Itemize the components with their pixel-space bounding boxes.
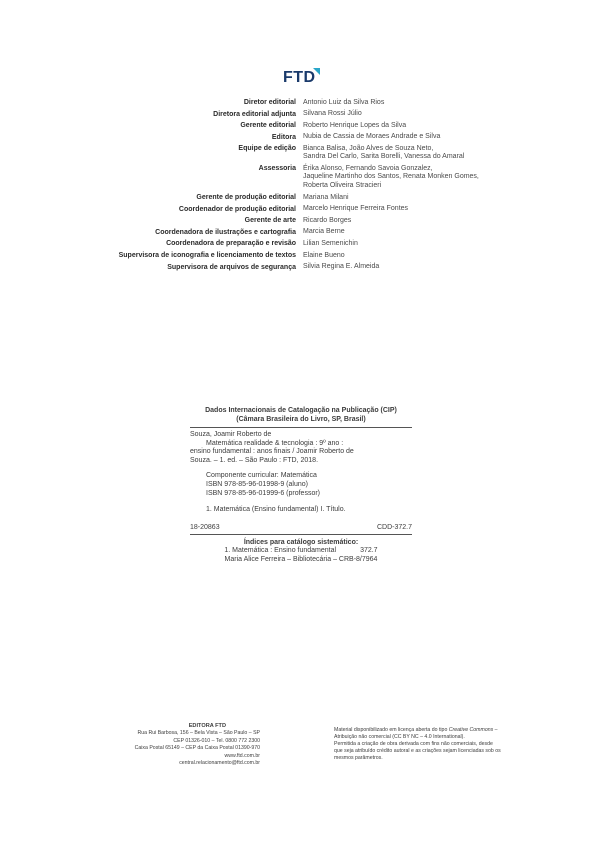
license-line-5: mesmos parâmetros. [334,755,383,762]
credit-name-line: Marcia Berne [303,228,345,236]
cip-index-title: Índices para catálogo sistemático: [243,539,359,547]
credit-name-line: Sandra Del Carlo, Sarita Borelli, Vanessa do Amaral [303,153,465,161]
cip-code-left: 18-20863 [190,523,220,531]
cip-code-right: CDD-372.7 [376,523,412,531]
credit-role: Supervisora de arquivos de segurança [167,263,296,271]
publisher-email: central.relacionamento@ftd.com.br [179,760,260,767]
publisher-po-box: Caixa Postal 65149 – CEP da Caixa Postal 01390-970 [134,745,260,752]
credit-role: Supervisora de iconografia e licenciamento de textos [118,252,296,260]
credit-row [0,97,602,108]
publisher-info [90,723,260,767]
credit-name-line: Érika Alonso, Fernando Savoia Gonzalez, [303,164,433,172]
credit-role: Gerente de produção editorial [196,194,296,202]
license-line-1 [334,727,554,734]
ftd-logo: FTD [283,69,316,86]
credit-names [303,192,533,202]
editorial-credits [0,97,602,273]
license-line-4: que seja atribuído crédito autoral e as criações sejam licenciadas sob os [334,748,501,755]
cip-index-entry-value: 372.7 [360,547,378,555]
cip-component-line-2: ISBN 978-85-96-01998-9 (aluno) [206,480,308,488]
ftd-logo-accent-icon [313,68,320,75]
publisher-website: www.ftd.com.br [224,752,260,759]
publisher-name: EDITORA FTD [188,723,226,729]
credit-row [0,163,602,191]
credit-name-line: Mariana Milani [303,193,349,201]
cip-cont-line-2: Souza. – 1. ed. – São Paulo : FTD, 2018. [190,456,319,464]
cip-body [190,428,412,532]
credit-names [303,120,533,130]
cip-index-entry [190,547,412,556]
cip-codes [190,524,412,533]
license-line-1-italic: Creative Commons [448,727,494,733]
credit-names [303,262,533,272]
cip-author: Souza, Joamir Roberto de [190,431,272,438]
credit-role: Assessoria [258,165,296,173]
cip-title-line: Matemática realidade & tecnologia : 9º ano : [206,439,344,447]
cip-component-line-3: ISBN 978-85-96-01999-6 (professor) [206,489,321,497]
credit-names [303,97,533,107]
publisher-cep-phone: CEP 01326-010 – Tel. 0800 772 2300 [173,737,260,744]
credit-row [0,204,602,215]
cip-component-block [190,472,412,498]
credit-role: Editora [271,133,296,141]
credit-role: Coordenador de produção editorial [178,205,296,213]
credit-row [0,192,602,203]
credit-names [303,132,533,142]
cip-subject: 1. Matemática (Ensino fundamental) I. Título. [206,506,346,514]
credit-role: Coordenadora de preparação e revisão [166,240,296,248]
cip-header [190,406,412,424]
credit-names [303,163,533,190]
credit-name-line: Bianca Balisa, João Alves de Souza Neto, [303,144,434,152]
credit-names [303,215,533,225]
credit-name-line: Jaqueline Martinho dos Santos, Renata Monken Gomes, [303,173,479,181]
license-line-1-prefix: Material disponibilizado em licença aberta do tipo [334,727,449,733]
credit-name-line: Marcelo Henrique Ferreira Fontes [303,205,409,213]
credit-names [303,227,533,237]
cip-divider-bottom [190,534,412,535]
credit-names [303,204,533,214]
cip-component-line-1: Componente curricular: Matemática [206,472,317,480]
credit-row [0,250,602,261]
cip-catalog-card [190,406,412,565]
credit-role: Gerente de arte [244,217,296,225]
credit-names [303,143,533,162]
license-notice [334,727,554,762]
credit-names [303,250,533,260]
credit-row [0,238,602,249]
credit-names [303,238,533,248]
credit-role: Coordenadora de ilustrações e cartografia [155,228,296,236]
credit-row [0,143,602,163]
credit-name-line: Lilian Semenichin [303,239,358,247]
cip-index-entry-text: 1. Matemática : Ensino fundamental [224,547,337,555]
credit-row [0,262,602,273]
credit-row [0,227,602,238]
credit-row [0,215,602,226]
credit-role: Diretor editorial [243,99,296,106]
credit-role: Gerente editorial [240,122,296,130]
credit-name-line: Elaine Bueno [303,251,345,259]
cip-librarian: Maria Alice Ferreira – Bibliotecária – CRB-8/7964 [224,555,378,563]
credit-names [303,109,533,119]
credit-name-line: Roberto Henrique Lopes da Silva [303,121,407,129]
cip-header-line2: (Câmara Brasileira do Livro, SP, Brasil) [236,416,366,423]
credit-name-line: Silvana Rossi Júlio [303,110,362,118]
credit-name-line: Antonio Luiz da Silva Rios [303,98,385,106]
credit-row [0,132,602,143]
license-line-3: Permitida a criação de obra derivada com fins não comerciais, desde [334,741,493,748]
credit-role: Equipe de edição [238,145,296,153]
cip-header-line1: Dados Internacionais de Catalogação na Publicação (CIP) [205,407,397,414]
license-line-2: Atribuição não comercial (CC BY NC – 4.0 International). [334,734,465,741]
publisher-address: Rua Rui Barbosa, 156 – Bela Vista – São Paulo – SP [137,730,260,737]
credit-name-line: Ricardo Borges [303,216,352,224]
credit-name-line: Silvia Regina E. Almeida [303,263,380,271]
credit-row [0,120,602,131]
credit-row [0,109,602,120]
credit-name-line: Roberta Oliveira Stracieri [303,181,382,189]
license-line-1-suffix: – [493,727,498,733]
cip-cont-line-1: ensino fundamental : anos finais / Joamir Roberto de [190,448,354,456]
credit-name-line: Nubia de Cassia de Moraes Andrade e Silva [303,133,441,141]
credit-role: Diretora editorial adjunta [213,110,296,118]
